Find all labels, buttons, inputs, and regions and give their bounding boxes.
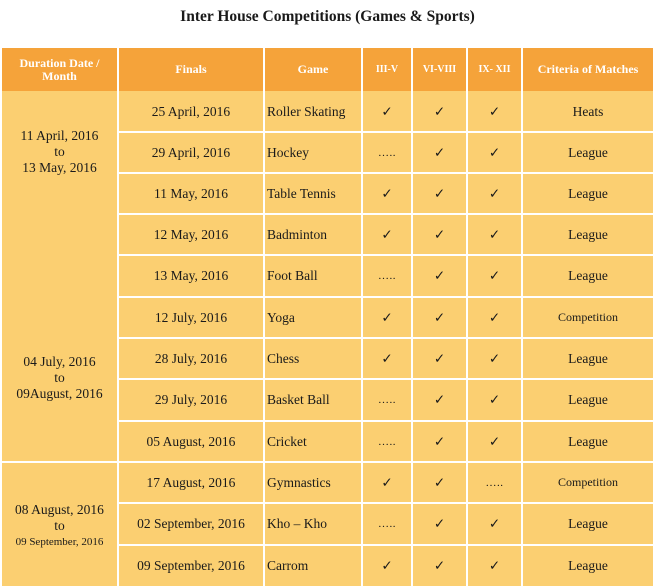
cell-class-6-8: ✓ <box>433 433 446 449</box>
cell-class-9-12: ✓ <box>488 433 501 449</box>
cell-criteria: Competition <box>558 475 618 489</box>
header-class-3-5: III-V <box>375 64 399 75</box>
cell-game: Chess <box>267 350 300 366</box>
cell-criteria: League <box>568 268 608 283</box>
cell-finals: 02 September, 2016 <box>137 516 245 531</box>
duration-line2: to <box>54 370 65 385</box>
cell-class-9-12: ✓ <box>488 144 501 160</box>
page-title: Inter House Competitions (Games & Sports) <box>180 8 475 25</box>
cell-class-9-12: ✓ <box>488 226 501 242</box>
cell-criteria: League <box>568 557 608 573</box>
cell-game: Gymnastics <box>267 474 331 490</box>
cell-finals: 28 July, 2016 <box>154 350 228 366</box>
competitions-table <box>2 48 653 586</box>
cell-game: Basket Ball <box>267 392 330 407</box>
cell-class-3-5: ….. <box>378 394 396 406</box>
cell-game: Cricket <box>267 433 307 449</box>
duration-line2: to <box>54 518 65 533</box>
cell-class-9-12: ….. <box>485 476 504 489</box>
cell-finals: 25 April, 2016 <box>151 103 231 119</box>
cell-class-3-5: ✓ <box>381 350 393 366</box>
header-class-6-8: VI-VIII <box>422 64 457 75</box>
header-criteria: Criteria of Matches <box>537 62 639 76</box>
duration-line1: 04 July, 2016 <box>23 354 96 369</box>
cell-game: Carrom <box>267 557 309 573</box>
cell-class-6-8: ✓ <box>433 350 446 366</box>
cell-class-3-5: ✓ <box>381 557 393 573</box>
duration-line1: 11 April, 2016 <box>20 128 99 143</box>
cell-class-9-12: ✓ <box>488 309 501 325</box>
cell-finals: 12 July, 2016 <box>154 309 228 325</box>
cell-finals: 11 May, 2016 <box>154 185 228 201</box>
cell-game: Roller Skating <box>267 103 346 119</box>
duration-group <box>2 354 117 402</box>
cell-criteria: League <box>568 144 608 160</box>
cell-finals: 17 August, 2016 <box>146 474 236 490</box>
duration-line1: 08 August, 2016 <box>15 502 104 517</box>
cell-game: Foot Ball <box>267 268 318 283</box>
cell-class-9-12: ✓ <box>488 557 501 573</box>
cell-class-9-12: ✓ <box>488 185 501 201</box>
cell-criteria: Heats <box>572 103 604 119</box>
cell-game: Yoga <box>267 309 295 325</box>
duration-group <box>2 128 117 176</box>
cell-criteria: League <box>568 185 608 201</box>
cell-finals: 29 April, 2016 <box>151 144 231 160</box>
cell-class-6-8: ✓ <box>433 392 446 407</box>
header-game: Game <box>297 62 329 76</box>
cell-class-9-12: ✓ <box>488 268 501 283</box>
cell-finals: 09 September, 2016 <box>137 557 245 573</box>
duration-line3: 13 May, 2016 <box>22 160 97 175</box>
cell-finals: 12 May, 2016 <box>153 226 229 242</box>
duration-group <box>2 502 117 550</box>
cell-class-9-12: ✓ <box>488 392 501 407</box>
table-header <box>2 48 653 91</box>
cell-finals: 13 May, 2016 <box>153 268 229 283</box>
duration-line2: to <box>54 144 65 159</box>
header-class-9-12: IX- XII <box>478 64 511 75</box>
cell-game: Badminton <box>267 226 327 242</box>
cell-class-3-5: ….. <box>378 435 396 448</box>
cell-criteria: League <box>568 392 608 407</box>
cell-class-6-8: ✓ <box>433 309 446 325</box>
cell-criteria: League <box>568 516 608 531</box>
cell-class-6-8: ✓ <box>433 103 446 119</box>
cell-class-6-8: ✓ <box>433 185 446 201</box>
cell-game: Kho – Kho <box>267 516 327 531</box>
duration-line3: 09August, 2016 <box>16 386 103 401</box>
cell-finals: 29 July, 2016 <box>154 392 228 407</box>
cell-class-3-5: ….. <box>378 270 396 282</box>
cell-class-6-8: ✓ <box>433 268 446 283</box>
cell-class-3-5: ✓ <box>381 309 393 325</box>
cell-class-3-5: ….. <box>378 518 396 530</box>
cell-game: Table Tennis <box>267 185 336 201</box>
cell-class-6-8: ✓ <box>433 557 446 573</box>
cell-criteria: League <box>568 226 608 242</box>
header-finals: Finals <box>175 62 207 76</box>
cell-class-9-12: ✓ <box>488 103 501 119</box>
column-divider <box>263 48 265 586</box>
cell-class-3-5: ….. <box>378 146 396 159</box>
cell-class-9-12: ✓ <box>488 350 501 366</box>
cell-class-3-5: ✓ <box>381 185 393 201</box>
cell-class-3-5: ✓ <box>381 103 393 119</box>
cell-class-6-8: ✓ <box>433 226 446 242</box>
cell-class-6-8: ✓ <box>433 474 446 490</box>
cell-class-3-5: ✓ <box>381 474 393 490</box>
cell-finals: 05 August, 2016 <box>146 433 236 449</box>
header-duration: Duration Date / Month <box>19 55 100 83</box>
cell-game: Hockey <box>267 144 309 160</box>
cell-class-9-12: ✓ <box>488 516 501 531</box>
duration-line3: 09 September, 2016 <box>15 536 104 548</box>
cell-criteria: Competition <box>558 310 618 324</box>
cell-class-6-8: ✓ <box>433 144 446 160</box>
cell-criteria: League <box>568 433 608 449</box>
cell-class-6-8: ✓ <box>433 516 446 531</box>
cell-class-3-5: ✓ <box>381 226 393 242</box>
cell-criteria: League <box>568 350 608 366</box>
